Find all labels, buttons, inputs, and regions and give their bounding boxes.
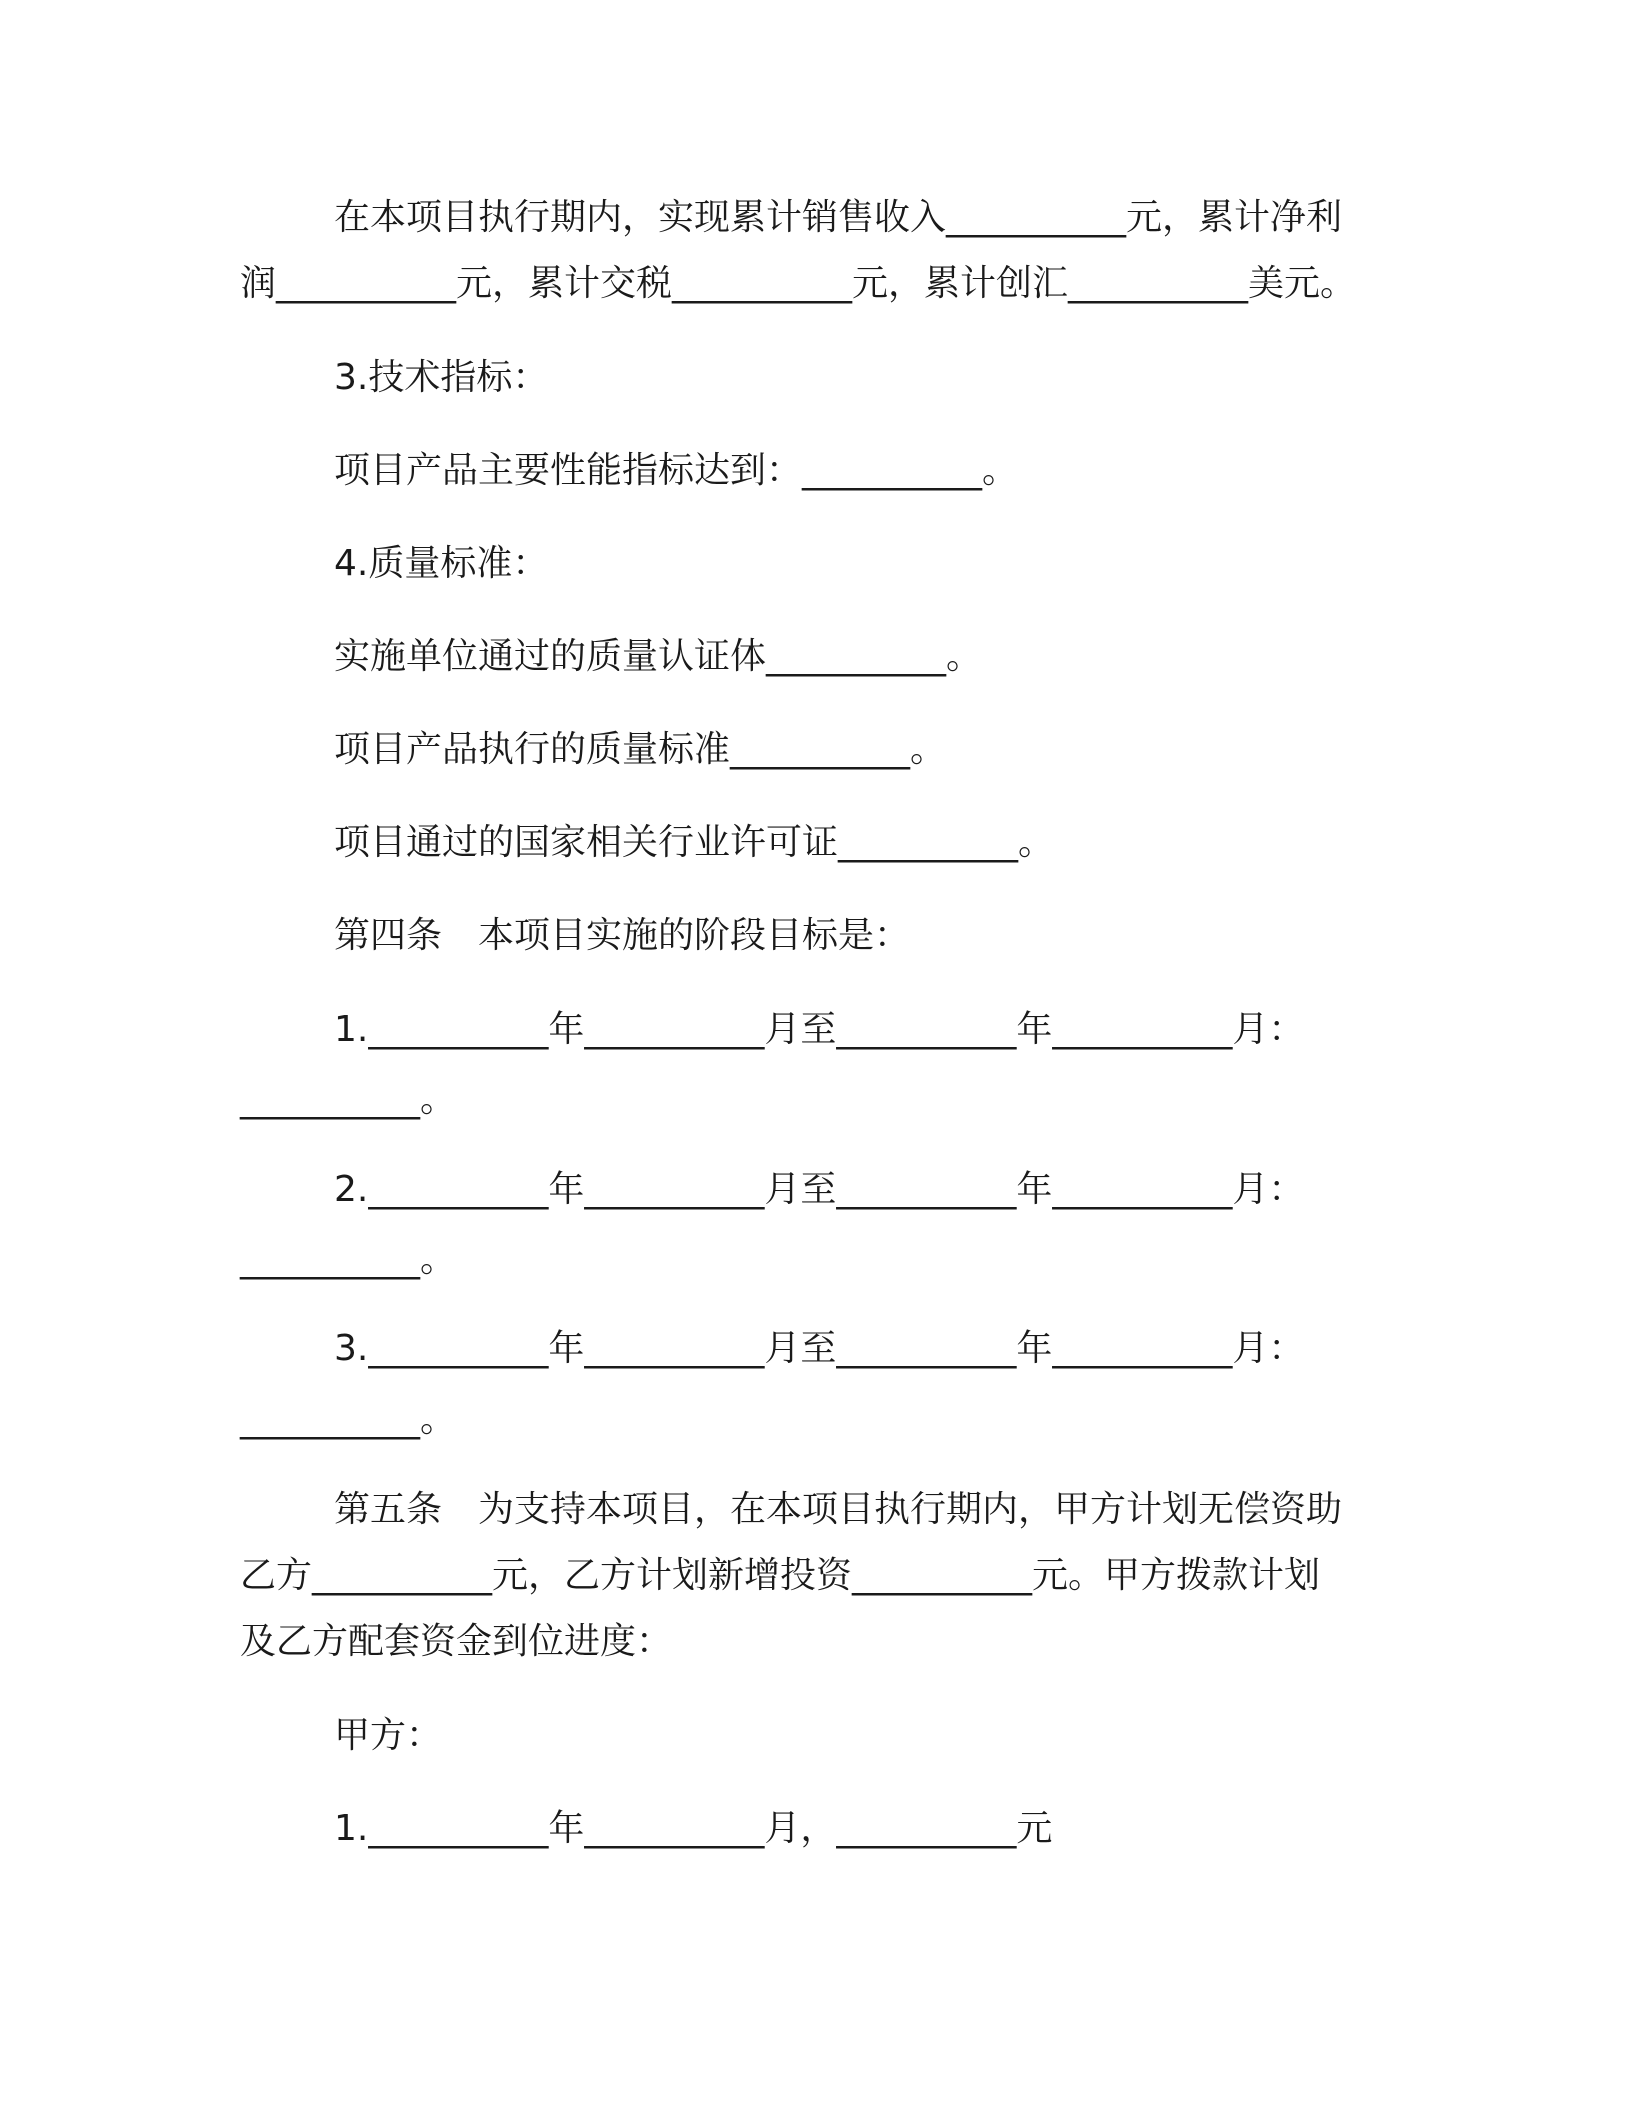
party-a-heading: 甲方： (334, 1715, 443, 1756)
stage-1-goal: __________。 (240, 1079, 457, 1120)
party-a-payment-1: 1.__________年__________月，__________元 (334, 1808, 1053, 1849)
sales-targets-line-1: 在本项目执行期内，实现累计销售收入__________元，累计净利 (334, 197, 1343, 238)
product-quality-standard-line: 项目产品执行的质量标准__________。 (334, 729, 947, 770)
stage-2-period: 2.__________年__________月至__________年__________月： (334, 1169, 1305, 1210)
technical-indicators-heading: 3.技术指标： (334, 357, 549, 398)
article-five-line-1: 第五条 为支持本项目，在本项目执行期内，甲方计划无偿资助 (334, 1489, 1343, 1530)
stage-2-goal: __________。 (240, 1239, 457, 1280)
sales-targets-line-2: 润__________元，累计交税__________元，累计创汇__________美元。 (240, 263, 1357, 304)
article-five-line-3: 及乙方配套资金到位进度： (240, 1621, 673, 1662)
quality-standard-heading: 4.质量标准： (334, 543, 549, 584)
stage-3-goal: __________。 (240, 1399, 457, 1440)
quality-certification-line: 实施单位通过的质量认证体__________。 (334, 636, 983, 677)
article-four-heading: 第四条 本项目实施的阶段目标是： (334, 915, 911, 956)
stage-3-period: 3.__________年__________月至__________年__________月： (334, 1328, 1305, 1369)
stage-1-period: 1.__________年__________月至__________年__________月： (334, 1009, 1305, 1050)
industry-license-line: 项目通过的国家相关行业许可证__________。 (334, 822, 1055, 863)
article-five-line-2: 乙方__________元，乙方计划新增投资__________元。甲方拨款计划 (240, 1555, 1321, 1596)
performance-indicator-line: 项目产品主要性能指标达到：__________。 (334, 450, 1019, 491)
